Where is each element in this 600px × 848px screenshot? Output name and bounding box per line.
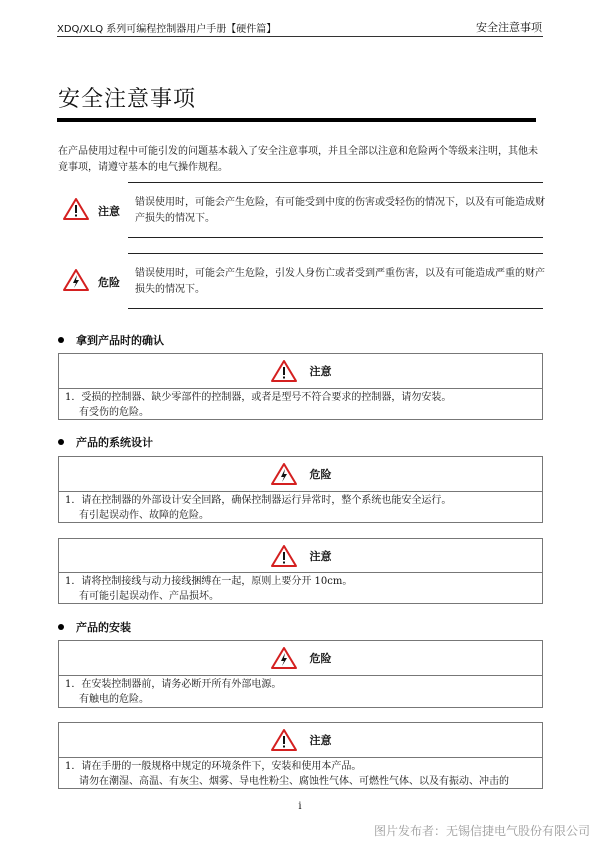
box-line: 1．请在控制器的外部设计安全回路，确保控制器运行异常时，整个系统也能安全运行。 xyxy=(65,495,452,506)
caution-box xyxy=(58,722,543,789)
caution-box xyxy=(58,353,543,420)
box-line: 有可能引起误动作、产品损坏。 xyxy=(79,591,219,602)
box-label: 注意 xyxy=(309,549,332,563)
section-heading xyxy=(58,332,164,348)
electric-shock-triangle-icon xyxy=(62,268,90,292)
intro-paragraph: 在产品使用过程中可能引发的问题基本载入了安全注意事项，并且全部以注意和危险两个等级来注明，其他未竟事项，请遵守基本的电气操作规程。 xyxy=(58,146,538,173)
box-line: 1．受损的控制器、缺少零部件的控制器，或者是型号不符合要求的控制器，请勿安装。 xyxy=(65,392,452,403)
box-body xyxy=(65,677,536,707)
bullet-icon xyxy=(58,337,64,343)
box-header xyxy=(59,354,542,389)
box-body xyxy=(65,574,536,604)
box-label: 注意 xyxy=(309,734,332,747)
box-header xyxy=(59,723,542,758)
box-line: 有受伤的危险。 xyxy=(79,407,149,418)
bullet-icon xyxy=(58,439,64,445)
box-line: 1．请将控制接线与动力接线捆缚在一起，原则上要分开 10cm。 xyxy=(65,576,353,587)
header-rule xyxy=(57,36,543,37)
box-line: 有引起误动作、故障的危险。 xyxy=(79,510,209,521)
box-line: 请勿在潮湿、高温、有灰尘、烟雾、导电性粉尘、腐蚀性气体、可燃性气体、以及有振动、冲击的 xyxy=(79,776,509,787)
bullet-icon xyxy=(58,624,64,630)
electric-shock-triangle-icon xyxy=(270,646,298,670)
section-title: 产品的系统设计 xyxy=(76,436,153,449)
section-title: 产品的安装 xyxy=(76,621,131,634)
level-rule xyxy=(128,182,543,183)
box-body xyxy=(65,759,536,789)
warning-triangle-icon xyxy=(62,197,90,221)
box-label: 危险 xyxy=(309,468,332,481)
running-header-title: XDQ/XLQ 系列可编程控制器用户手册【硬件篇】 xyxy=(57,24,277,35)
box-header xyxy=(59,641,542,676)
page-number: i xyxy=(298,801,302,812)
title-underline xyxy=(57,118,536,122)
page-title: 安全注意事项 xyxy=(58,87,197,112)
level-rule xyxy=(128,253,543,254)
box-label: 危险 xyxy=(309,652,332,665)
box-header xyxy=(59,457,542,492)
section-heading xyxy=(58,434,153,450)
section-heading xyxy=(58,619,131,635)
warning-triangle-icon xyxy=(270,728,298,752)
electric-shock-triangle-icon xyxy=(270,462,298,486)
level-rule xyxy=(128,308,543,309)
running-header-section: 安全注意事项 xyxy=(476,21,542,34)
danger-description: 错误使用时，可能会产生危险，引发人身伤亡或者受到严重伤害，以及有可能造成严重的财产损失的情况下。 xyxy=(135,268,545,295)
danger-box xyxy=(58,456,543,523)
level-rule xyxy=(128,237,543,238)
box-body xyxy=(65,390,536,420)
box-line: 1．在安装控制器前，请务必断开所有外部电源。 xyxy=(65,679,282,690)
publisher-credit: 图片发布者：无锡信捷电气股份有限公司 xyxy=(373,824,590,838)
section-title: 拿到产品时的确认 xyxy=(76,334,164,347)
warning-triangle-icon xyxy=(270,544,298,568)
warning-triangle-icon xyxy=(270,359,298,383)
box-line: 有触电的危险。 xyxy=(79,694,149,705)
box-header xyxy=(59,539,542,573)
caution-description: 错误使用时，可能会产生危险，有可能受到中度的伤害或受轻伤的情况下，以及有可能造成财产损失的情况下。 xyxy=(135,197,545,224)
caution-label: 注意 xyxy=(98,205,120,218)
caution-box xyxy=(58,538,543,604)
box-body xyxy=(65,493,536,523)
box-label: 注意 xyxy=(309,365,332,378)
danger-label: 危险 xyxy=(98,276,120,289)
box-line: 1．请在手册的一般规格中规定的环境条件下，安装和使用本产品。 xyxy=(65,761,362,772)
danger-box xyxy=(58,640,543,708)
